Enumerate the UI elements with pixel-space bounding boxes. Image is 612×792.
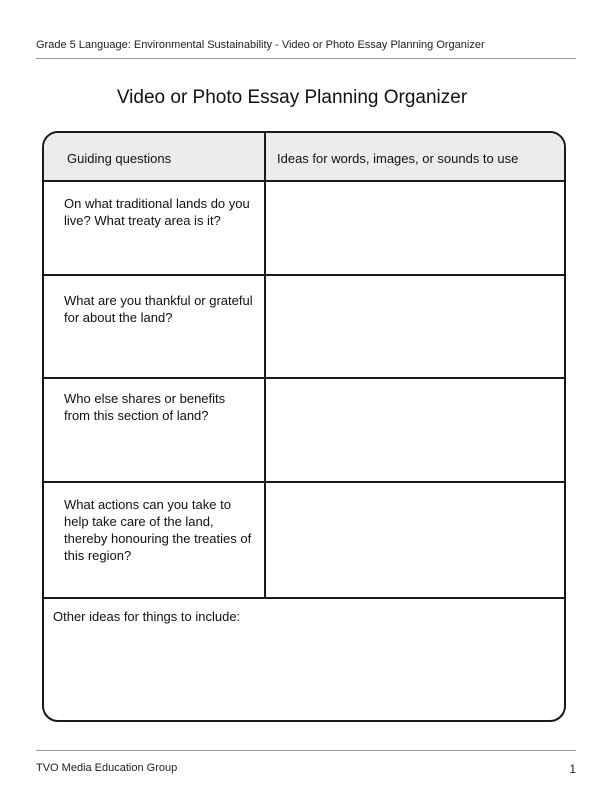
planning-organizer-table [42, 131, 566, 722]
answer-cell-traditional-lands[interactable] [266, 182, 564, 274]
question-thankful: What are you thankful or grateful for about the land? [64, 293, 253, 325]
footer-organization: TVO Media Education Group [36, 762, 178, 774]
question-traditional-lands: On what traditional lands do you live? What treaty area is it? [64, 196, 250, 228]
page-header: Grade 5 Language: Environmental Sustainability - Video or Photo Essay Planning Organizer [36, 39, 485, 51]
other-ideas-label: Other ideas for things to include: [53, 609, 241, 624]
header-divider [36, 58, 576, 59]
column-header-guiding-questions: Guiding questions [67, 151, 172, 166]
table-header-row [44, 133, 564, 182]
page-number: 1 [569, 762, 576, 776]
answer-cell-actions[interactable] [266, 483, 564, 597]
column-header-ideas: Ideas for words, images, or sounds to use [277, 151, 519, 166]
answer-cell-shares-land[interactable] [266, 379, 564, 481]
question-shares-land: Who else shares or benefits from this section of land? [64, 391, 226, 423]
page-title: Video or Photo Essay Planning Organizer [116, 87, 468, 108]
question-actions: What actions can you take to help take care of the land, thereby honouring the treaties of this region? [64, 497, 252, 563]
footer-divider [36, 750, 576, 751]
answer-cell-thankful[interactable] [266, 276, 564, 377]
